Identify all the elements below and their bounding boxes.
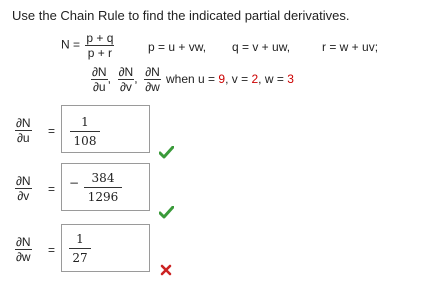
answer-numerator: 1 xyxy=(81,115,89,129)
equation-definitions xyxy=(61,32,114,59)
answer-denominator-label: ∂u xyxy=(17,131,30,145)
dN-dw-label xyxy=(144,66,161,93)
dN-du-label xyxy=(91,66,108,93)
instruction-text: Use the Chain Rule to find the indicated partial derivatives. xyxy=(12,8,350,23)
answer-label-dw xyxy=(15,236,32,263)
equals-sign: = xyxy=(48,124,56,138)
requested-derivatives: $\frac{\partial N}{\partial u}$ , $\frac{\partial N}{\partial v}$ , $\frac{\partial N}{\partial w}$ xyxy=(92,65,160,94)
du-text: ∂u xyxy=(93,80,106,94)
answer-numerator-label: ∂N xyxy=(16,116,31,130)
q-definition: q = v + uw, xyxy=(232,40,291,54)
check-icon xyxy=(159,146,174,159)
answer-denominator: 108 xyxy=(73,134,97,148)
answer-input-dw[interactable] xyxy=(61,224,150,272)
N-label: N = xyxy=(61,37,81,52)
N-fraction xyxy=(85,32,114,59)
dv-text: ∂v xyxy=(119,80,132,94)
u-value: 9 xyxy=(218,72,226,86)
N-numerator: p + q xyxy=(86,31,114,45)
w-label: w = xyxy=(264,72,284,86)
p-definition: p = u + vw, xyxy=(148,40,207,54)
answer-denominator: 27 xyxy=(72,251,88,265)
answer-fraction xyxy=(69,232,91,265)
answer-numerator: 1 xyxy=(76,232,84,246)
dN-text: ∂N xyxy=(145,65,160,79)
w-value: 3 xyxy=(287,72,294,86)
answer-input-du[interactable] xyxy=(61,105,150,153)
v-label: v = xyxy=(231,72,249,86)
dN-text: ∂N xyxy=(92,65,107,79)
N-denominator: p + r xyxy=(87,46,113,60)
v-value: 2 xyxy=(251,72,259,86)
fraction-bar xyxy=(84,187,122,188)
check-icon xyxy=(159,206,174,219)
answer-input-dv[interactable] xyxy=(61,163,150,211)
negative-sign: − xyxy=(69,176,80,190)
answer-fraction xyxy=(70,115,100,148)
fraction-bar xyxy=(69,248,91,249)
answer-denominator: 1296 xyxy=(87,190,119,204)
answer-numerator: 384 xyxy=(91,171,115,185)
answer-label-dv xyxy=(15,175,32,202)
evaluation-point: when u = 9, v = 2, w = 3 xyxy=(166,72,294,86)
equals-sign: = xyxy=(48,182,56,196)
dN-text: ∂N xyxy=(118,65,134,79)
dN-dv-label xyxy=(118,66,135,93)
answer-denominator-label: ∂w xyxy=(16,250,31,264)
answer-numerator-label: ∂N xyxy=(16,174,31,188)
u-label: u = xyxy=(198,72,216,86)
when-text: when xyxy=(166,72,195,86)
equals-sign: = xyxy=(48,243,56,257)
dw-text: ∂w xyxy=(145,80,160,94)
fraction-bar xyxy=(70,131,100,132)
answer-fraction xyxy=(84,171,122,204)
cross-icon xyxy=(160,264,172,276)
answer-denominator-label: ∂v xyxy=(17,189,30,203)
answer-numerator-label: ∂N xyxy=(16,235,31,249)
r-definition: r = w + uv; xyxy=(322,40,379,54)
answer-label-du xyxy=(15,117,32,144)
